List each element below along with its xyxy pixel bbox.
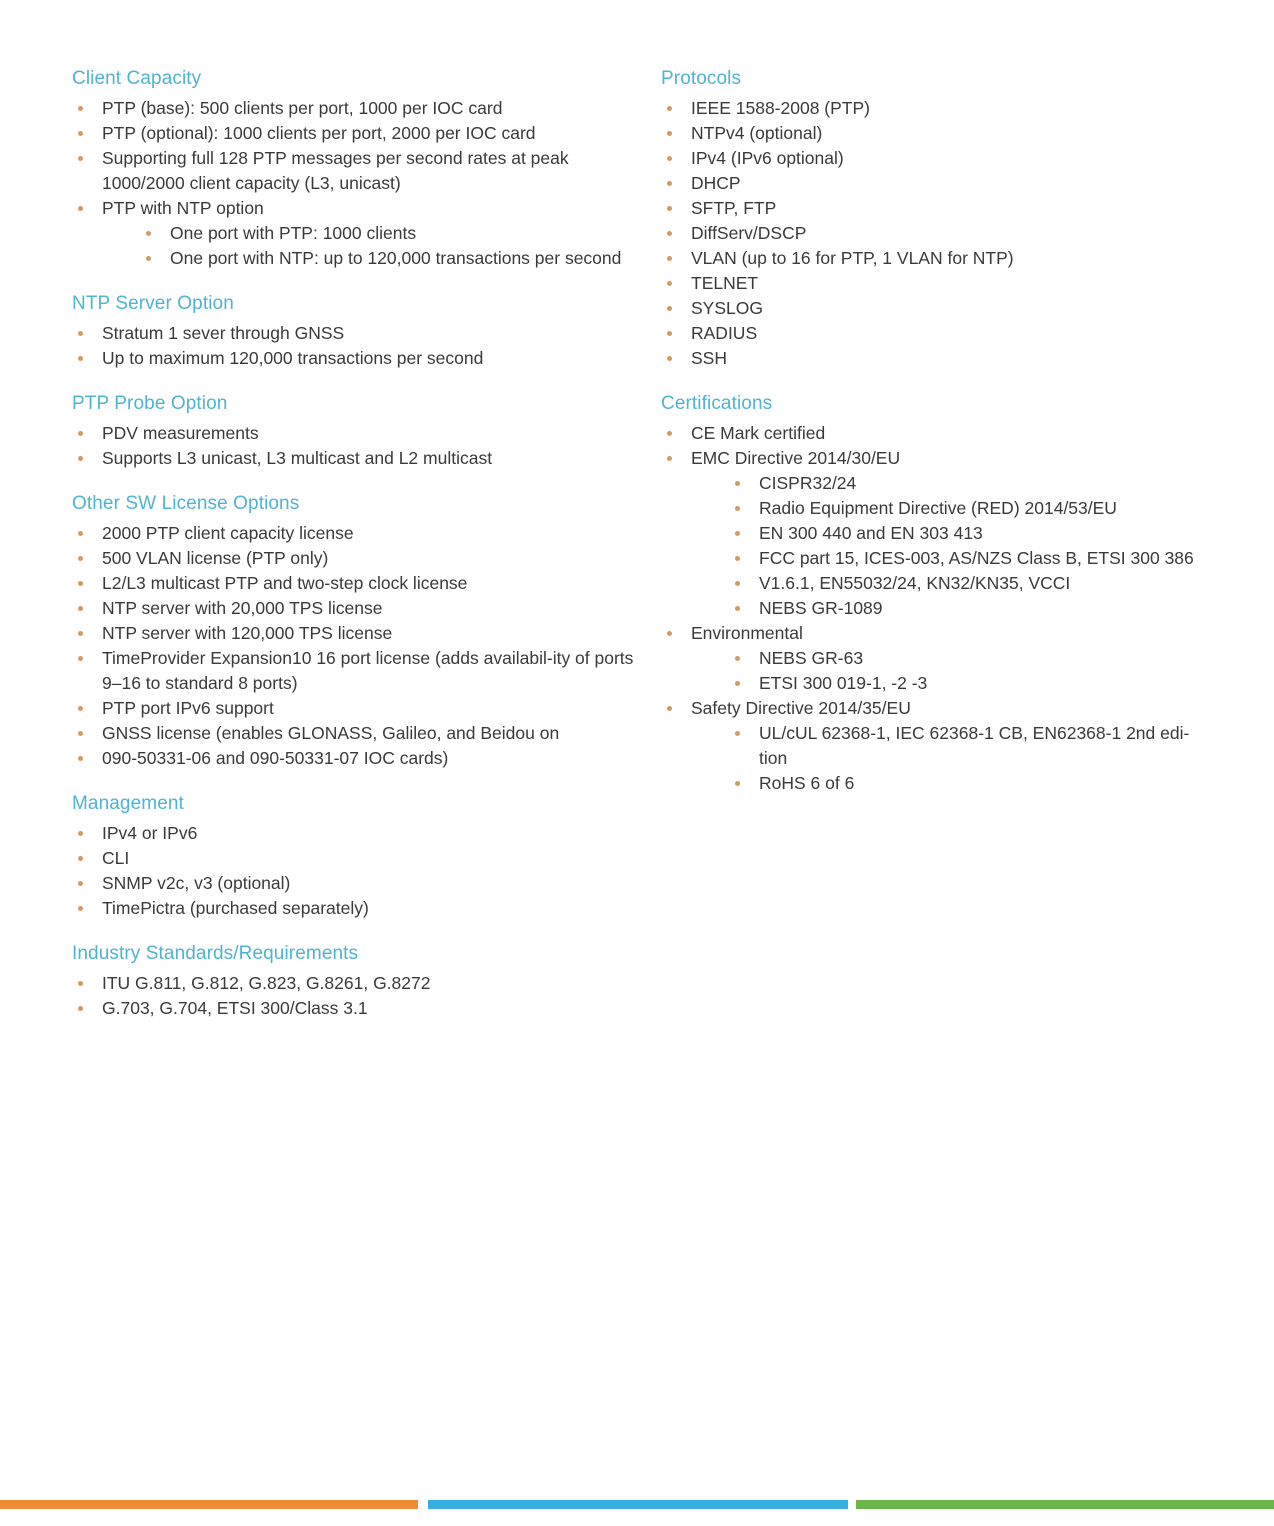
bullet-item [661, 221, 1202, 246]
bullet-text: V1.6.1, EN55032/24, KN32/KN35, VCCI [759, 573, 1071, 593]
bullet-text: ETSI 300 019-1, -2 -3 [759, 673, 928, 693]
bullet-dot-icon [78, 706, 83, 711]
bullet-item [72, 571, 637, 596]
section [661, 66, 1202, 371]
bullet-item [72, 446, 637, 471]
bullet-list [72, 321, 637, 371]
section [72, 791, 637, 921]
bullet-text: NEBS GR-63 [759, 648, 864, 668]
bullet-item [72, 746, 637, 771]
bullet-text: EMC Directive 2014/30/EU [691, 448, 901, 468]
bullet-dot-icon [735, 781, 740, 786]
section-heading: Client Capacity [72, 68, 202, 89]
bullet-text: RADIUS [691, 323, 758, 343]
right-column [637, 66, 1202, 1021]
sub-bullet-item [691, 646, 1202, 671]
bullet-item [72, 196, 637, 271]
bullet-text: PTP with NTP option [102, 198, 264, 218]
bullet-item [72, 521, 637, 546]
bullet-text: GNSS license (enables GLONASS, Galileo, and Beidou on [102, 723, 560, 743]
bullet-item [661, 696, 1202, 796]
bullet-dot-icon [735, 556, 740, 561]
bullet-item [661, 421, 1202, 446]
bullet-dot-icon [667, 181, 672, 186]
bullet-item [72, 621, 637, 646]
bullet-dot-icon [735, 681, 740, 686]
bullet-item [72, 596, 637, 621]
bullet-list [661, 421, 1202, 796]
bullet-dot-icon [78, 431, 83, 436]
bullet-item [72, 321, 637, 346]
bullet-text: IPv4 (IPv6 optional) [691, 148, 844, 168]
bullet-dot-icon [667, 256, 672, 261]
bullet-dot-icon [667, 356, 672, 361]
bullet-item [72, 121, 637, 146]
footer-color-bars [0, 1500, 1274, 1509]
section-heading: Other SW License Options [72, 493, 300, 514]
bullet-text: ITU G.811, G.812, G.823, G.8261, G.8272 [102, 973, 431, 993]
bullet-text: Radio Equipment Directive (RED) 2014/53/EU [759, 498, 1117, 518]
bullet-dot-icon [78, 106, 83, 111]
bullet-text: SFTP, FTP [691, 198, 777, 218]
bullet-text: IEEE 1588-2008 (PTP) [691, 98, 870, 118]
bullet-item [72, 346, 637, 371]
sub-bullet-item [691, 471, 1202, 496]
bullet-text: 090-50331-06 and 090-50331-07 IOC cards) [102, 748, 449, 768]
left-column [72, 66, 637, 1021]
bullet-dot-icon [735, 606, 740, 611]
bullet-text: TimeProvider Expansion10 16 port license (adds availabil-ity of ports 9–16 to standard 8 ports) [102, 648, 634, 693]
footer-bar-blue [428, 1500, 848, 1509]
two-column-content [72, 66, 1202, 1021]
bullet-item [72, 146, 637, 196]
bullet-text: IPv4 or IPv6 [102, 823, 198, 843]
bullet-dot-icon [735, 531, 740, 536]
bullet-text: CLI [102, 848, 130, 868]
bullet-item [661, 271, 1202, 296]
sub-bullet-item [102, 221, 637, 246]
bullet-item [661, 321, 1202, 346]
bullet-dot-icon [735, 656, 740, 661]
bullet-item [72, 421, 637, 446]
bullet-text: TELNET [691, 273, 759, 293]
bullet-dot-icon [78, 631, 83, 636]
bullet-item [72, 846, 637, 871]
bullet-dot-icon [735, 506, 740, 511]
bullet-dot-icon [78, 581, 83, 586]
bullet-dot-icon [78, 606, 83, 611]
bullet-text: EN 300 440 and EN 303 413 [759, 523, 983, 543]
bullet-dot-icon [78, 831, 83, 836]
bullet-list [72, 521, 637, 771]
sub-bullet-list [102, 221, 637, 271]
bullet-text: G.703, G.704, ETSI 300/Class 3.1 [102, 998, 368, 1018]
bullet-dot-icon [78, 756, 83, 761]
bullet-text: CISPR32/24 [759, 473, 857, 493]
bullet-item [661, 196, 1202, 221]
bullet-dot-icon [146, 256, 151, 261]
bullet-list [72, 421, 637, 471]
bullet-item [661, 146, 1202, 171]
bullet-dot-icon [78, 206, 83, 211]
footer-bar-orange [0, 1500, 418, 1509]
bullet-text: PTP port IPv6 support [102, 698, 274, 718]
sub-bullet-item [691, 671, 1202, 696]
section-heading: Protocols [661, 68, 742, 89]
bullet-item [661, 121, 1202, 146]
bullet-text: RoHS 6 of 6 [759, 773, 855, 793]
bullet-dot-icon [667, 631, 672, 636]
bullet-item [661, 621, 1202, 696]
bullet-dot-icon [735, 481, 740, 486]
bullet-item [72, 721, 637, 746]
bullet-dot-icon [146, 231, 151, 236]
section-heading: PTP Probe Option [72, 393, 228, 414]
section [72, 941, 637, 1021]
bullet-text: Stratum 1 sever through GNSS [102, 323, 345, 343]
bullet-dot-icon [78, 1006, 83, 1011]
bullet-dot-icon [78, 356, 83, 361]
bullet-text: NTP server with 20,000 TPS license [102, 598, 383, 618]
bullet-item [72, 821, 637, 846]
section [72, 391, 637, 471]
bullet-text: TimePictra (purchased separately) [102, 898, 369, 918]
bullet-item [72, 971, 637, 996]
sub-bullet-item [691, 596, 1202, 621]
bullet-text: Environmental [691, 623, 803, 643]
footer-bar-green [856, 1500, 1274, 1509]
bullet-item [661, 246, 1202, 271]
bullet-dot-icon [667, 231, 672, 236]
bullet-dot-icon [667, 706, 672, 711]
sub-bullet-item [691, 721, 1202, 771]
bullet-text: CE Mark certified [691, 423, 826, 443]
bullet-dot-icon [78, 131, 83, 136]
sub-bullet-item [691, 771, 1202, 796]
bullet-text: Safety Directive 2014/35/EU [691, 698, 911, 718]
bullet-text: One port with PTP: 1000 clients [170, 223, 417, 243]
bullet-dot-icon [735, 581, 740, 586]
bullet-dot-icon [78, 881, 83, 886]
bullet-text: SNMP v2c, v3 (optional) [102, 873, 291, 893]
bullet-dot-icon [667, 106, 672, 111]
bullet-text: UL/cUL 62368-1, IEC 62368-1 CB, EN62368-1 2nd edi-tion [759, 723, 1190, 768]
bullet-text: NEBS GR-1089 [759, 598, 883, 618]
bullet-dot-icon [667, 156, 672, 161]
bullet-dot-icon [667, 331, 672, 336]
section-heading: Certifications [661, 393, 773, 414]
section-heading: Industry Standards/Requirements [72, 943, 359, 964]
sub-bullet-item [691, 496, 1202, 521]
bullet-dot-icon [78, 556, 83, 561]
bullet-item [72, 546, 637, 571]
bullet-dot-icon [78, 856, 83, 861]
bullet-dot-icon [78, 981, 83, 986]
bullet-dot-icon [667, 131, 672, 136]
bullet-text: Supporting full 128 PTP messages per second rates at peak 1000/2000 client capacity (L3, unicast) [102, 148, 569, 193]
bullet-text: NTP server with 120,000 TPS license [102, 623, 393, 643]
bullet-text: VLAN (up to 16 for PTP, 1 VLAN for NTP) [691, 248, 1014, 268]
bullet-text: SYSLOG [691, 298, 763, 318]
bullet-text: Supports L3 unicast, L3 multicast and L2 multicast [102, 448, 493, 468]
bullet-text: One port with NTP: up to 120,000 transactions per second [170, 248, 622, 268]
section-heading: NTP Server Option [72, 293, 234, 314]
bullet-text: PTP (base): 500 clients per port, 1000 per IOC card [102, 98, 503, 118]
sub-bullet-item [691, 546, 1202, 571]
bullet-item [72, 96, 637, 121]
bullet-dot-icon [667, 281, 672, 286]
bullet-text: Up to maximum 120,000 transactions per second [102, 348, 484, 368]
sub-bullet-item [691, 521, 1202, 546]
bullet-list [661, 96, 1202, 371]
bullet-item [72, 896, 637, 921]
sub-bullet-list [691, 471, 1202, 621]
bullet-text: PTP (optional): 1000 clients per port, 2000 per IOC card [102, 123, 536, 143]
section [72, 66, 637, 271]
bullet-item [72, 996, 637, 1021]
bullet-dot-icon [667, 306, 672, 311]
sub-bullet-list [691, 646, 1202, 696]
bullet-dot-icon [78, 156, 83, 161]
bullet-dot-icon [78, 331, 83, 336]
bullet-list [72, 971, 637, 1021]
bullet-list [72, 821, 637, 921]
bullet-item [661, 96, 1202, 121]
bullet-dot-icon [667, 456, 672, 461]
bullet-text: SSH [691, 348, 727, 368]
sub-bullet-item [102, 246, 637, 271]
bullet-item [661, 446, 1202, 621]
bullet-item [661, 296, 1202, 321]
bullet-item [661, 346, 1202, 371]
section [661, 391, 1202, 796]
section [72, 491, 637, 771]
bullet-dot-icon [78, 906, 83, 911]
bullet-list [72, 96, 637, 271]
bullet-dot-icon [78, 656, 83, 661]
bullet-dot-icon [667, 206, 672, 211]
bullet-dot-icon [78, 731, 83, 736]
bullet-dot-icon [78, 456, 83, 461]
bullet-text: 500 VLAN license (PTP only) [102, 548, 329, 568]
bullet-item [72, 871, 637, 896]
bullet-dot-icon [667, 431, 672, 436]
bullet-text: DiffServ/DSCP [691, 223, 807, 243]
bullet-item [72, 696, 637, 721]
bullet-text: L2/L3 multicast PTP and two-step clock license [102, 573, 468, 593]
section [72, 291, 637, 371]
sub-bullet-list [691, 721, 1202, 796]
bullet-item [661, 171, 1202, 196]
sub-bullet-item [691, 571, 1202, 596]
bullet-dot-icon [735, 731, 740, 736]
bullet-dot-icon [78, 531, 83, 536]
section-heading: Management [72, 793, 184, 814]
bullet-text: 2000 PTP client capacity license [102, 523, 354, 543]
bullet-text: NTPv4 (optional) [691, 123, 823, 143]
bullet-text: DHCP [691, 173, 741, 193]
bullet-text: FCC part 15, ICES-003, AS/NZS Class B, ETSI 300 386 [759, 548, 1194, 568]
bullet-text: PDV measurements [102, 423, 259, 443]
bullet-item [72, 646, 637, 696]
